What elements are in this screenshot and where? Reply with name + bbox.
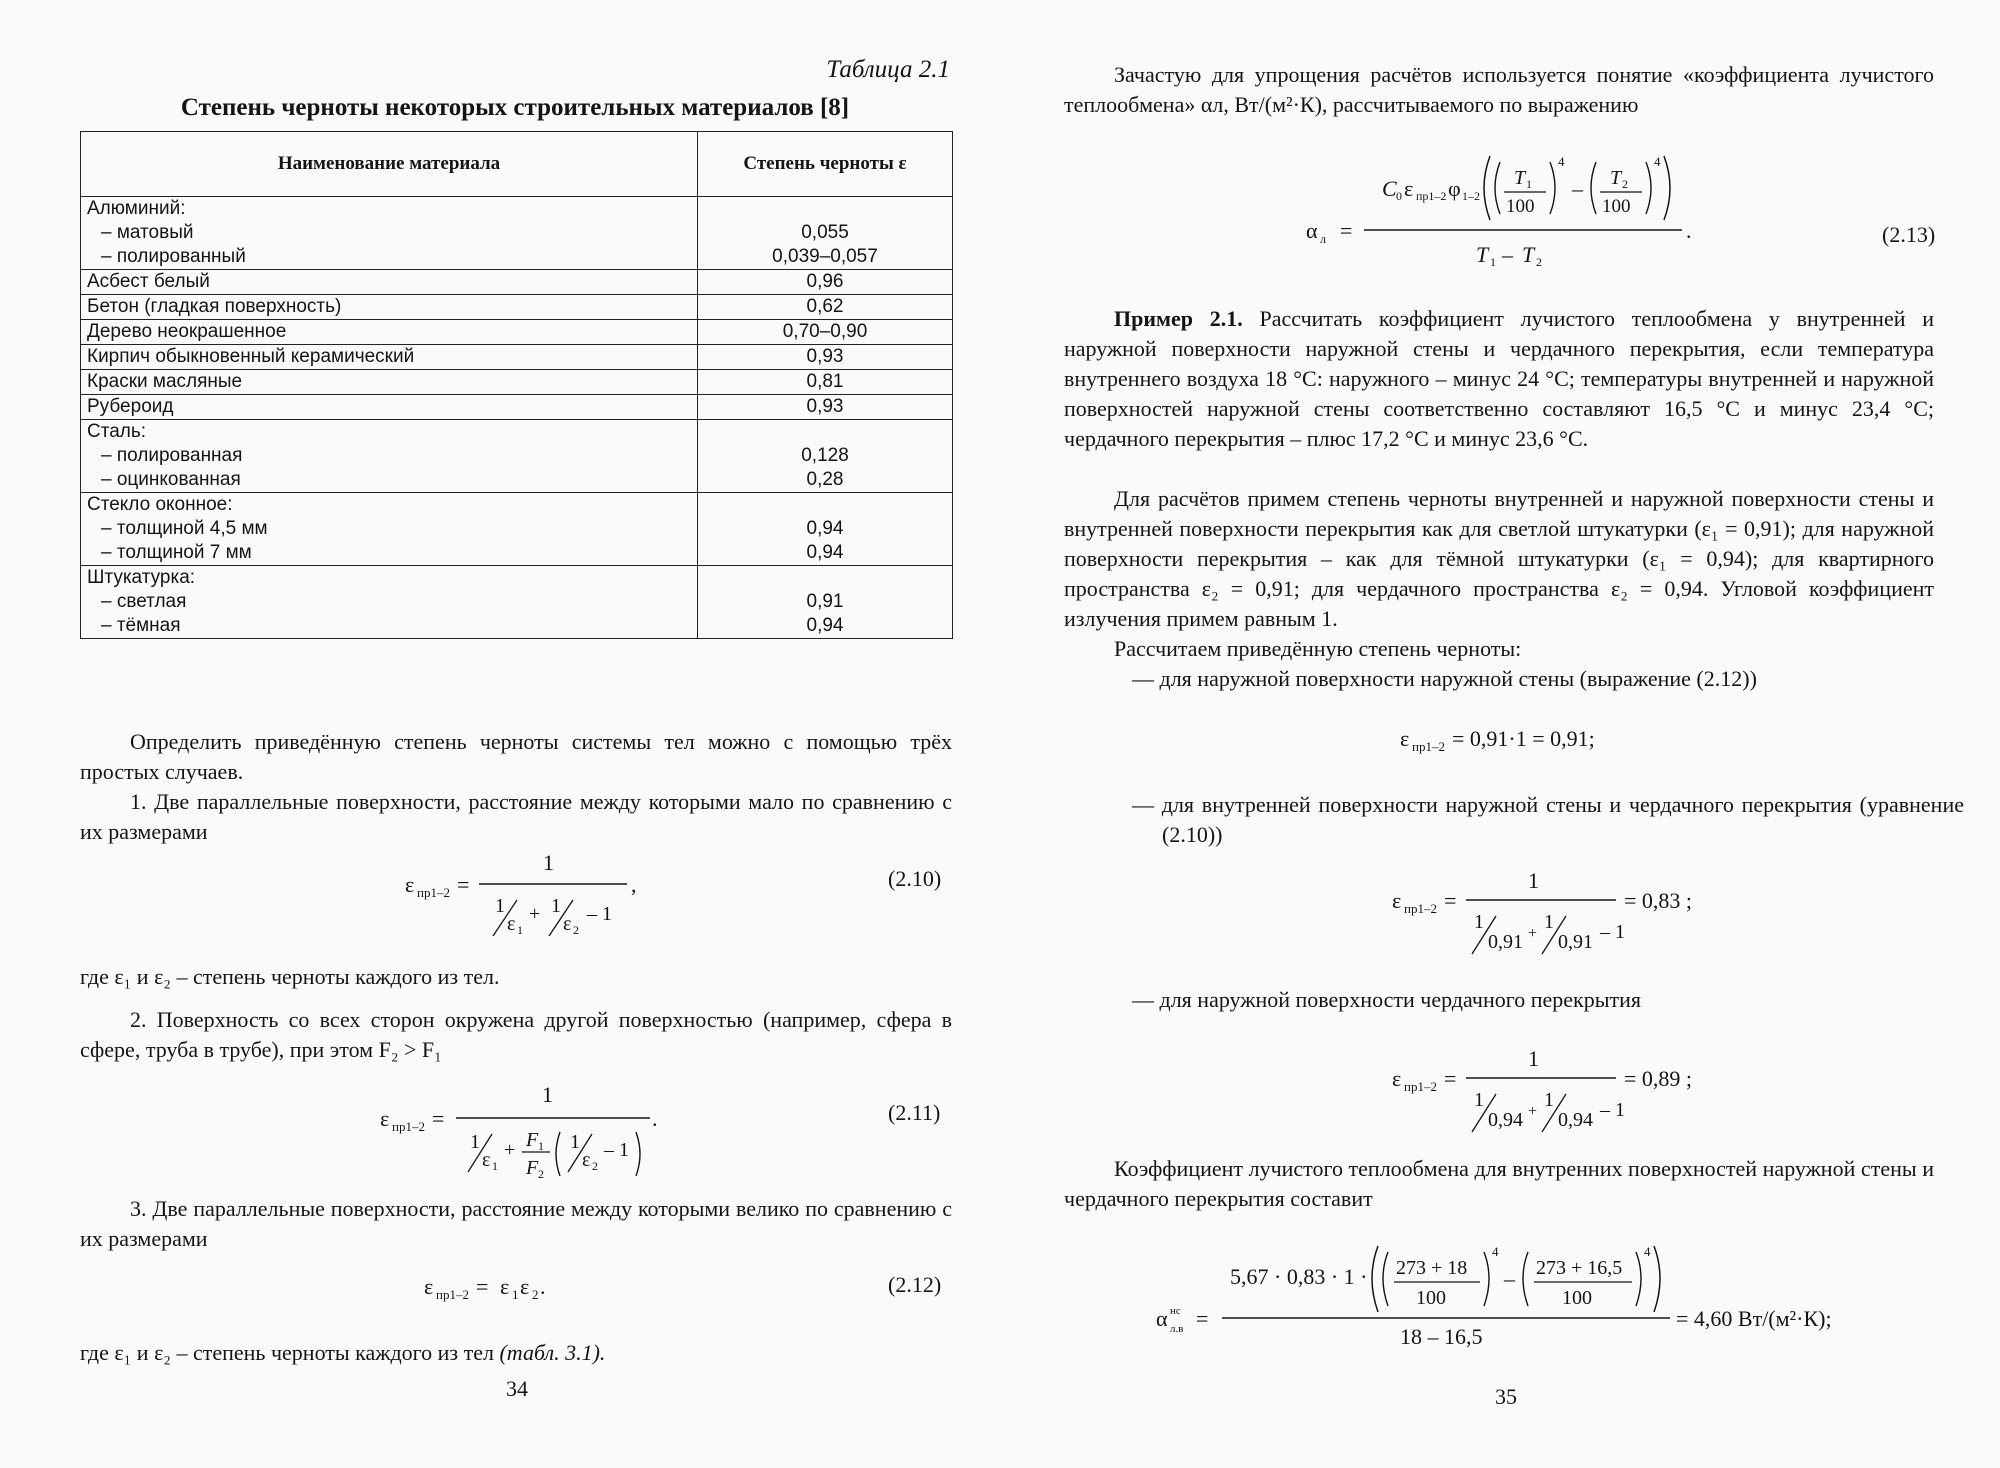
svg-text:ε: ε	[1392, 1066, 1402, 1091]
emissivity-value: 0,96	[806, 271, 844, 292]
table-title: Степень черноты некоторых строительных материалов [8]	[180, 94, 850, 121]
svg-text:1: 1	[551, 895, 561, 917]
calc2-result: = 0,83 ;	[1624, 888, 1693, 913]
svg-text:– 1: – 1	[604, 1139, 629, 1161]
calc3-result: = 0,89 ;	[1624, 1066, 1693, 1091]
table-header-emissivity: Степень черноты ε	[698, 132, 953, 197]
svg-text:=: =	[476, 1274, 489, 1299]
svg-text:F: F	[526, 1157, 539, 1179]
svg-text:100: 100	[1506, 196, 1535, 217]
svg-text:=: =	[1196, 1306, 1209, 1331]
svg-text:пр1–2: пр1–2	[436, 1287, 469, 1302]
svg-text:T: T	[1514, 167, 1526, 189]
material-subtype: – матовый	[101, 222, 194, 243]
svg-text:ε: ε	[405, 872, 415, 897]
table-cell-emissivity	[698, 370, 953, 395]
example-label: Пример 2.1.	[1114, 306, 1243, 331]
emissivity-value: 0,91	[806, 591, 844, 612]
value-spacer	[704, 493, 946, 517]
calc-emissivity-outer-wall	[1396, 720, 1656, 760]
table-body	[81, 197, 953, 639]
emissivity-value: 0,055	[801, 222, 849, 243]
value-spacer	[704, 420, 946, 444]
svg-text:1: 1	[517, 923, 523, 937]
svg-text:4: 4	[1492, 1244, 1499, 1259]
formula-2-10	[395, 850, 655, 940]
svg-text:=: =	[1444, 1066, 1457, 1091]
table-cell-emissivity	[698, 420, 953, 493]
calc-alpha-inner	[1150, 1240, 1940, 1360]
svg-text:1: 1	[570, 1131, 580, 1153]
svg-text:2: 2	[1536, 255, 1542, 269]
paragraph-case-1: 1. Две параллельные поверхности, расстояние между которыми мало по сравнению с их размерами	[80, 789, 952, 844]
calc-emissivity-attic-outer	[1388, 1046, 1708, 1136]
value-spacer	[704, 566, 946, 590]
svg-text:T: T	[1610, 167, 1622, 189]
svg-text:– 1: – 1	[1600, 921, 1625, 943]
svg-text:ε: ε	[380, 1106, 390, 1131]
svg-text:пр1–2: пр1–2	[392, 1119, 425, 1134]
table-cell-emissivity	[698, 270, 953, 295]
paragraph-alpha-intro: Зачастую для упрощения расчётов используется понятие «коэффициента лучистого теплообмена» αл, Вт/(м²·К), рассчитываемого по выражению	[1064, 62, 1934, 117]
paragraph-intro: Определить приведённую степень черноты системы тел можно с помощью трёх простых случаев.	[80, 729, 952, 784]
emissivity-value: 0,81	[806, 371, 844, 392]
table-cell-emissivity	[698, 395, 953, 420]
svg-text:ε: ε	[500, 1274, 510, 1299]
table-cell-material	[81, 197, 698, 270]
emissivity-value: 0,94	[806, 518, 844, 539]
table-cell-emissivity	[698, 197, 953, 270]
svg-text:φ: φ	[1448, 176, 1461, 201]
svg-text:1: 1	[512, 1287, 519, 1302]
formula-2-13	[1300, 148, 1740, 278]
calc4-result: = 4,60 Вт/(м²·К);	[1676, 1306, 1832, 1331]
svg-text:+: +	[1528, 925, 1538, 942]
svg-text:100: 100	[1562, 1287, 1592, 1309]
material-name: Рубероид	[87, 396, 174, 417]
svg-text:1: 1	[538, 1139, 544, 1153]
table-row	[81, 320, 953, 345]
page-number-left: 34	[506, 1376, 528, 1401]
svg-text:2: 2	[573, 923, 579, 937]
svg-text:ε: ε	[563, 913, 572, 935]
svg-text:ε: ε	[1404, 176, 1414, 201]
svg-text:18 – 16,5: 18 – 16,5	[1400, 1324, 1483, 1349]
paragraph-where-2-text: где ε₁ и ε₂ – степень черноты каждого из тел	[80, 1340, 500, 1365]
list-item-outer-wall: — для наружной поверхности наружной стены (выражение (2.12))	[1132, 666, 1757, 691]
svg-text:ε: ε	[507, 913, 516, 935]
svg-text:273 + 16,5: 273 + 16,5	[1536, 1257, 1623, 1279]
paragraph-alpha-calc-intro: Коэффициент лучистого теплообмена для внутренних поверхностей наружной стены и чердачного перекрытия составит	[1064, 1156, 1934, 1211]
emissivity-value: 0,62	[806, 296, 844, 317]
svg-text:нс: нс	[1170, 1305, 1181, 1317]
example-text: Рассчитать коэффициент лучистого теплообмена у внутренней и наружной поверхности наружной стены и чердачного перекрытия, если температура внутреннего воздуха 18 °С: наружного – минус 24 °С; температуры внутренней и наружной поверхностей наружной стены соответственно составляют 16,5 °С и минус 23,4 °С; чердачного перекрытия – плюс 17,2 °С и минус 23,6 °С.	[1064, 306, 1935, 451]
svg-text:пр1–2: пр1–2	[1404, 1079, 1437, 1094]
svg-text:0: 0	[1396, 189, 1402, 203]
svg-text:–: –	[1502, 242, 1513, 267]
table-row	[81, 295, 953, 320]
svg-text:пр1–2: пр1–2	[1416, 189, 1447, 203]
svg-text:=: =	[432, 1106, 445, 1131]
table-cell-material	[81, 420, 698, 493]
emissivity-value: 0,94	[806, 542, 844, 563]
svg-text:.: .	[652, 1106, 658, 1131]
svg-text:0,91: 0,91	[1558, 931, 1593, 953]
page-right	[1000, 0, 2000, 1468]
svg-text:1: 1	[1544, 1089, 1554, 1111]
svg-text:л.в: л.в	[1170, 1323, 1184, 1335]
svg-text:ε: ε	[582, 1149, 591, 1171]
paragraph-assumptions: Для расчётов примем степень черноты внутренней и наружной поверхности стены и внутренней поверхности перекрытия как для светлой штукатурки (ε₁ = 0,91); для наружной поверхности перекрытия – как для тёмной штукатурки (ε₁ = 0,94); для квартирного пространства ε₂ = 0,91; для чердачного пространства ε₂ = 0,94. Угловой коэффициент излучения примем равным 1.	[1064, 486, 1934, 631]
material-subtype: – полированный	[101, 246, 246, 267]
equation-number-2-10: (2.10)	[888, 866, 942, 891]
equation-number-2-12: (2.12)	[888, 1272, 942, 1297]
material-subtype: – тёмная	[101, 615, 181, 636]
equation-number-2-11: (2.11)	[888, 1100, 941, 1125]
svg-text:– 1: – 1	[1600, 1099, 1625, 1121]
svg-text:T: T	[1522, 242, 1535, 267]
table-row	[81, 395, 953, 420]
svg-text:1: 1	[1490, 255, 1496, 269]
emissivity-value: 0,039–0,057	[772, 246, 878, 267]
table-header-material: Наименование материала	[81, 132, 698, 197]
table-row	[81, 197, 953, 270]
calc-emissivity-inner-wall	[1388, 868, 1708, 958]
svg-text:2: 2	[538, 1167, 544, 1181]
svg-text:2: 2	[592, 1159, 598, 1173]
svg-text:4: 4	[1558, 154, 1565, 169]
material-name: Штукатурка:	[87, 567, 196, 588]
svg-text:+: +	[529, 903, 541, 925]
svg-text:1: 1	[542, 1082, 553, 1107]
svg-text:4: 4	[1644, 1244, 1651, 1259]
svg-text:1: 1	[1526, 177, 1532, 191]
table-row	[81, 420, 953, 493]
svg-text:.: .	[1686, 218, 1692, 243]
table-cell-material	[81, 566, 698, 639]
svg-text:100: 100	[1416, 1287, 1446, 1309]
value-spacer	[704, 197, 946, 221]
svg-text:–: –	[1572, 176, 1583, 201]
paragraph-where-1: где ε₁ и ε₂ – степень черноты каждого из тел.	[80, 964, 500, 989]
svg-text:ε: ε	[424, 1274, 434, 1299]
table-cell-material	[81, 493, 698, 566]
svg-text:.: .	[540, 1274, 546, 1299]
svg-text:1: 1	[492, 1159, 498, 1173]
svg-text:л: л	[1320, 232, 1326, 246]
svg-text:C: C	[1382, 176, 1397, 201]
svg-text:1: 1	[1528, 868, 1539, 893]
table-row	[81, 370, 953, 395]
svg-text:T: T	[1476, 242, 1489, 267]
emissivity-value: 0,70–0,90	[782, 321, 868, 342]
paragraph-where-2-ref: (табл. 3.1).	[499, 1340, 606, 1365]
svg-text:пр1–2: пр1–2	[1412, 739, 1445, 754]
svg-text:+: +	[1528, 1103, 1538, 1120]
svg-text:,: ,	[631, 872, 637, 897]
material-subtype: – оцинкованная	[101, 469, 241, 490]
paragraph-example	[1064, 304, 1934, 454]
material-subtype: – полированная	[101, 445, 243, 466]
svg-text:пр1–2: пр1–2	[1404, 901, 1437, 916]
table-row	[81, 345, 953, 370]
table-cell-emissivity	[698, 295, 953, 320]
table-cell-material	[81, 395, 698, 420]
svg-text:0,91: 0,91	[1488, 931, 1523, 953]
material-subtype: – толщиной 4,5 мм	[101, 518, 268, 539]
svg-text:0,94: 0,94	[1558, 1109, 1593, 1131]
list-item-attic-outer: — для наружной поверхности чердачного перекрытия	[1132, 987, 1641, 1012]
table-cell-emissivity	[698, 345, 953, 370]
table-row	[81, 566, 953, 639]
material-name: Бетон (гладкая поверхность)	[87, 296, 342, 317]
table-cell-material	[81, 270, 698, 295]
emissivity-value: 0,93	[806, 396, 844, 417]
svg-text:1–2: 1–2	[1462, 189, 1480, 203]
material-name: Сталь:	[87, 421, 147, 442]
material-name: Дерево неокрашенное	[87, 321, 287, 342]
material-name: Асбест белый	[87, 271, 210, 292]
svg-text:ε: ε	[520, 1274, 530, 1299]
material-subtype: – светлая	[101, 591, 187, 612]
svg-text:1: 1	[1544, 911, 1554, 933]
svg-text:– 1: – 1	[587, 903, 612, 925]
equation-number-2-13: (2.13)	[1882, 222, 1936, 247]
svg-text:273 + 18: 273 + 18	[1396, 1257, 1468, 1279]
svg-text:5,67 · 0,83 · 1 ·: 5,67 · 0,83 · 1 ·	[1230, 1264, 1368, 1289]
svg-text:=: =	[1444, 888, 1457, 913]
table-caption: Таблица 2.1	[826, 56, 950, 83]
paragraph-where-2	[80, 1338, 952, 1368]
table-cell-material	[81, 295, 698, 320]
svg-text:100: 100	[1602, 196, 1631, 217]
table-row	[81, 493, 953, 566]
table-cell-material	[81, 320, 698, 345]
material-subtype: – толщиной 7 мм	[101, 542, 252, 563]
list-item-inner-wall: — для внутренней поверхности наружной стены и чердачного перекрытия (уравнение (2.10))	[1132, 792, 1964, 847]
svg-text:пр1–2: пр1–2	[417, 885, 450, 900]
formula-2-11	[370, 1082, 670, 1182]
svg-text:ε: ε	[482, 1149, 491, 1171]
svg-text:2: 2	[1622, 177, 1628, 191]
svg-text:ε: ε	[1400, 726, 1410, 751]
material-name: Кирпич обыкновенный керамический	[87, 346, 415, 367]
svg-text:1: 1	[543, 850, 554, 875]
svg-text:1: 1	[1528, 1046, 1539, 1071]
svg-text:4: 4	[1654, 154, 1661, 169]
svg-text:1: 1	[470, 1131, 480, 1153]
table-row	[81, 270, 953, 295]
emissivity-value: 0,93	[806, 346, 844, 367]
paragraph-case-3: 3. Две параллельные поверхности, расстояние между которыми велико по сравнению с их размерами	[80, 1196, 952, 1251]
emissivity-value: 0,94	[806, 615, 844, 636]
svg-text:–: –	[1504, 1266, 1515, 1291]
svg-text:α: α	[1156, 1306, 1168, 1331]
page-number-right: 35	[1495, 1384, 1517, 1409]
table-cell-material	[81, 345, 698, 370]
material-name: Алюминий:	[87, 198, 186, 219]
table-cell-emissivity	[698, 493, 953, 566]
svg-text:=: =	[457, 872, 470, 897]
paragraph-calc-intro: Рассчитаем приведённую степень черноты:	[1114, 636, 1522, 661]
table-cell-emissivity	[698, 566, 953, 639]
emissivity-value: 0,128	[801, 445, 849, 466]
svg-text:α: α	[1306, 218, 1318, 243]
formula-2-12	[420, 1268, 600, 1308]
svg-text:0,94: 0,94	[1488, 1109, 1523, 1131]
material-name: Краски масляные	[87, 371, 243, 392]
svg-text:F: F	[526, 1129, 539, 1151]
material-name: Стекло оконное:	[87, 494, 233, 515]
table-cell-emissivity	[698, 320, 953, 345]
svg-text:2: 2	[532, 1287, 539, 1302]
paragraph-case-2: 2. Поверхность со всех сторон окружена другой поверхностью (например, сфера в сфере, труба в трубе), при этом F₂ > F₁	[80, 1007, 952, 1062]
svg-text:=: =	[1340, 218, 1353, 243]
emissivity-value: 0,28	[806, 469, 844, 490]
materials-table	[80, 131, 953, 639]
svg-text:1: 1	[495, 895, 505, 917]
calc1-value: = 0,91·1 = 0,91;	[1452, 726, 1595, 751]
table-cell-material	[81, 370, 698, 395]
svg-text:1: 1	[1474, 1089, 1484, 1111]
svg-text:+: +	[504, 1139, 516, 1161]
svg-text:1: 1	[1474, 911, 1484, 933]
svg-text:ε: ε	[1392, 888, 1402, 913]
